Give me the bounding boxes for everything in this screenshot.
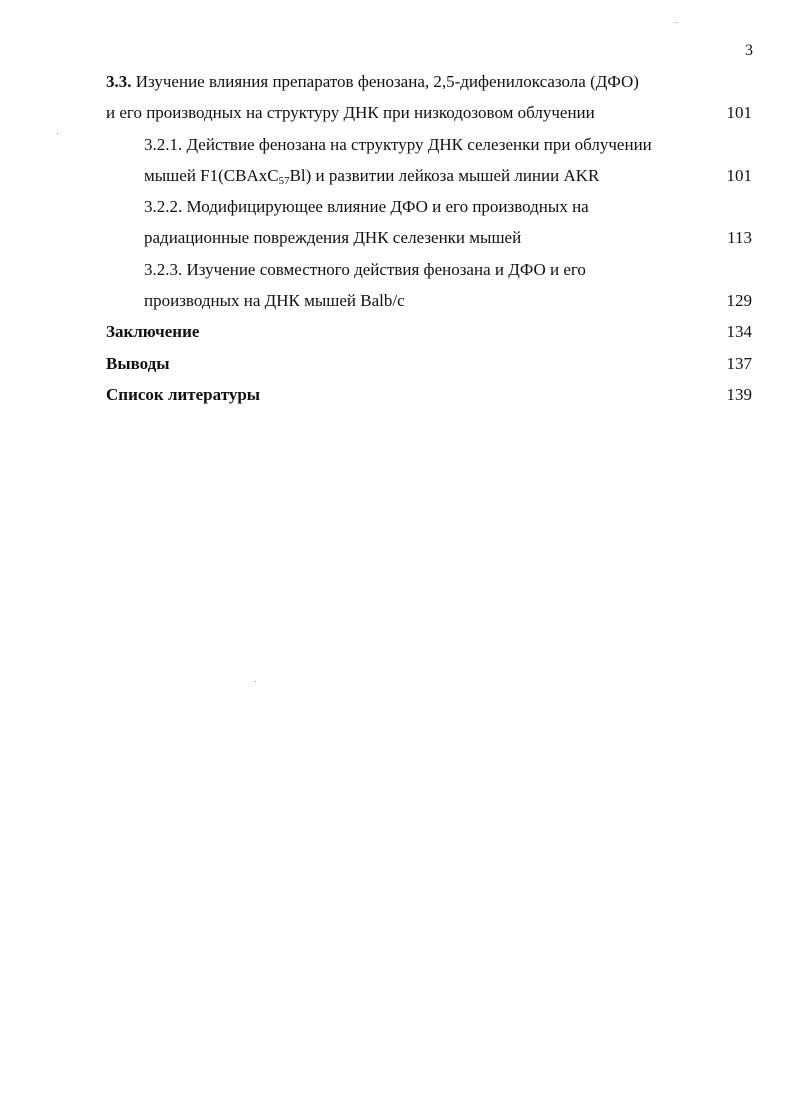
toc-entry-title: Изучение влияния препаратов фенозана, 2,5-дифенилоксазола (ДФО) — [135, 72, 639, 91]
toc-entry-3-3-line-1 — [106, 66, 752, 97]
scan-speck — [676, 22, 677, 23]
toc-page-number: 113 — [727, 228, 752, 248]
toc-entry-title: Выводы — [106, 353, 170, 373]
toc-entry-title: производных на ДНК мышей Balb/c — [144, 291, 405, 311]
toc-entry-conclusion — [106, 316, 752, 347]
toc-page-number: 137 — [726, 353, 752, 373]
page-number: 3 — [745, 42, 753, 59]
toc-entry-title: Список литературы — [106, 384, 261, 404]
toc-entry-title: 3.2.1. Действие фенозана на структуру ДНК селезенки при облучении — [144, 134, 652, 154]
toc-entry-3-2-1-line-2 — [106, 160, 752, 191]
toc-page-number: 134 — [726, 322, 752, 342]
toc-entry-references — [106, 379, 752, 410]
toc-page-number: 101 — [726, 165, 752, 185]
toc-entry-findings — [106, 348, 752, 379]
toc-entry-title: и его производных на структуру ДНК при низкодозовом облучении — [106, 103, 595, 123]
toc-entry-title: Заключение — [106, 322, 200, 342]
toc-entry-3-2-3-line-1 — [106, 254, 752, 285]
toc-page-number: 129 — [726, 291, 752, 311]
toc-entry-number: 3.3. — [106, 72, 132, 91]
scan-speck — [57, 133, 58, 134]
toc-entry-3-2-3-line-2 — [106, 285, 752, 316]
toc-entry-3-2-1-line-1 — [106, 129, 752, 160]
toc-entry-3-2-2-line-2 — [106, 222, 752, 253]
toc-entry-title: 3.2.2. Модифицирующее влияние ДФО и его производных на — [144, 197, 589, 217]
toc-entry-title: 3.2.3. Изучение совместного действия фенозана и ДФО и его — [144, 259, 586, 279]
toc-entry-3-3-line-2 — [106, 97, 752, 128]
scan-speck — [255, 681, 256, 682]
toc-page-number: 139 — [726, 384, 752, 404]
table-of-contents — [106, 66, 752, 410]
toc-entry-title: мышей F1(CBAxC$_{57}$Bl) и развитии лейкоза мышей линии AKR — [144, 165, 600, 187]
toc-entry-3-2-2-line-1 — [106, 191, 752, 222]
toc-entry-title: радиационные повреждения ДНК селезенки мышей — [144, 228, 522, 248]
toc-page-number: 101 — [726, 103, 752, 123]
